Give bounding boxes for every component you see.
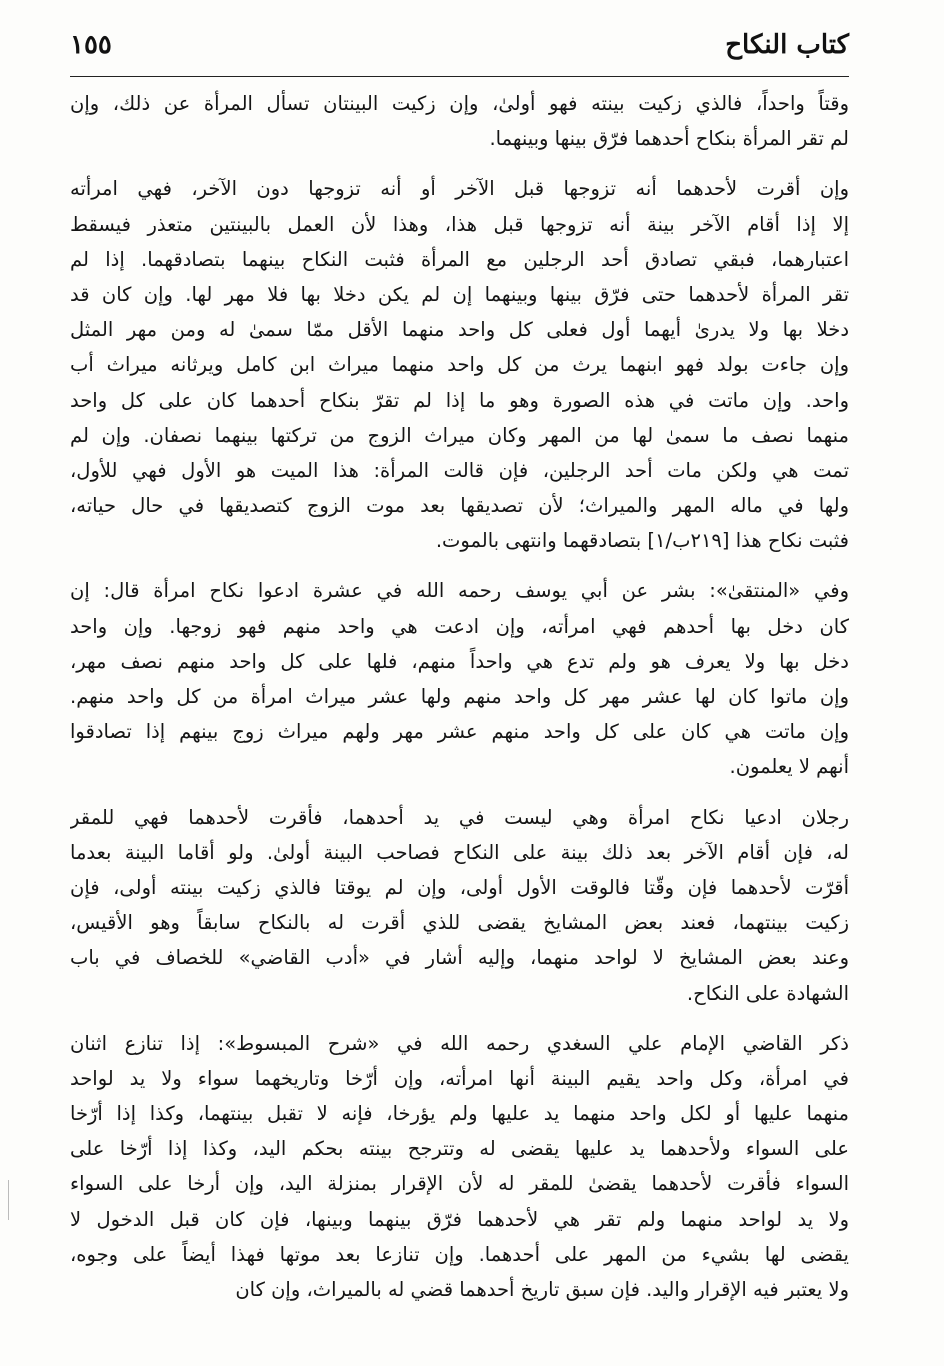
running-header	[70, 30, 849, 76]
text-line: وإن أقرت لأحدهما أنه تزوجها قبل الآخر أو أنه تزوجها دون الآخر، فهي امرأته	[70, 177, 849, 201]
text-line: دخل بها ولا يعرف هو ولم تدع هي واحداً منهم، فلها على كل واحد منهم نصف مهر،	[70, 649, 849, 673]
text-line: وفي «المنتقىٰ»: بشر عن أبي يوسف رحمه الله في عشرة ادعوا نكاح امرأة قال: إن	[70, 579, 849, 603]
text-line: منهما عليها أو لكل واحد منهما يد عليها ولم يؤرخا، فإنه لا تقبل بينتهما، وكذا إذا أرّخا	[70, 1102, 849, 1126]
header-rule	[70, 76, 849, 77]
paragraph	[70, 800, 849, 1011]
paragraph	[70, 171, 849, 558]
text-line: زكيت بينتهما، فعند بعض المشايخ يقضى للذي أقرت له بالنكاح سابقاً وهو الأقيس،	[70, 911, 849, 935]
paragraph	[70, 86, 849, 156]
text-line: أنهم لا يعلمون.	[729, 755, 849, 779]
text-line: وإن جاءت بولد فهو ابنهما يرث من كل واحد منهما ميراث ابن كامل ويرثانه ميراث أب	[70, 353, 849, 377]
text-line: وإن ماتت هي كان على كل واحد منهم عشر مهر ولهم ميراث زوج بينهم إذا تصادقوا	[70, 720, 849, 744]
text-line: أقرّت لأحدهما فإن وقّتا فالوقت الأول أولى، وإن لم يوقتا فالذي زكيت بينته أولى، فإن	[70, 875, 849, 899]
text-line: الشهادة على النكاح.	[686, 981, 849, 1005]
text-line: اعتبارهما، فبقي تصادق أحد الرجلين مع المرأة فثبت النكاح بينهما بتصادقهما. إذا لم	[70, 247, 849, 271]
text-line: كان دخل بها أحدهم فهي امرأته، وإن ادعت هي واحد منهم فهو زوجها. وإن واحد	[70, 614, 849, 638]
chapter-title: كتاب النكاح	[725, 30, 849, 60]
text-line: تقر المرأة لأحدهما حتى فرّق بينها وبينهما إن لم يكن دخلا بها فلا مهر لها. وإن كان قد	[70, 282, 849, 306]
paragraph	[70, 1026, 849, 1308]
text-line: واحد. وإن ماتت في هذه الصورة وهو ما إذا لم تقرّ بنكاح أحدهما كان على كل واحد	[70, 388, 849, 412]
text-line: يقضى لها بشيء من المهر على أحدهما. وإن تنازعا بعد موتها فهذا أيضاً على وجوه،	[70, 1242, 849, 1266]
margin-mark	[8, 1180, 9, 1220]
text-line: على السواء ولأحدهما يد عليها يقضى له وتترجح بينته بحكم اليد، وكذا إذا أرّخا على	[70, 1137, 849, 1161]
text-line: السواء فأقرت لأحدهما يقضىٰ للمقر له لأن الإقرار بمنزلة اليد، وإن أرخا على السواء	[70, 1172, 849, 1196]
body-text	[70, 86, 849, 1322]
text-line: إلا إذا أقام الآخر بينة أنه تزوجها قبل هذا، وهذا لأن العمل بالبينتين متعذر فيسقط	[70, 212, 849, 236]
text-line: ولا يد لواحد منهما ولم تقر هي لأحدهما فرّق بينهما وبينها، فإن كان قبل الدخول لا	[70, 1207, 849, 1231]
text-line: ولا يعتبر فيه الإقرار واليد. فإن سبق تاريخ أحدهما قضي له بالميراث، وإن كان	[235, 1278, 849, 1301]
text-line: وعند بعض المشايخ لا لواحد منهما، وإليه أشار في «أدب القاضي» للخصاف في باب	[70, 946, 849, 970]
text-line: وقتاً واحداً، فالذي زكيت بينته فهو أولىٰ، وإن زكيت البينتان تسأل المرأة عن ذلك، وإن	[70, 92, 849, 115]
text-line: ذكر القاضي الإمام علي السغدي رحمه الله في «شرح المبسوط»: إذا تنازع اثنان	[70, 1031, 849, 1055]
text-line: تمت هي ولكن مات أحد الرجلين، فإن قالت المرأة: هذا الميت هو الأول فهي للأول،	[70, 458, 849, 482]
text-line: فثبت نكاح هذا [٢١٩ب/١] بتصادقهما وانتهى بالموت.	[435, 529, 849, 553]
text-line: رجلان ادعيا نكاح امرأة وهي ليست في يد أحدهما، فأقرت لأحدهما فهي للمقر	[70, 805, 849, 829]
page-number: ١٥٥	[70, 30, 112, 60]
text-line: دخلا بها ولا يدرىٰ أيهما أول فعلى كل واحد منهما الأقل ممّا سمىٰ له ومن مهر المثل	[70, 318, 849, 342]
text-line: منهما نصف ما سمىٰ لها من المهر وكان ميراث الزوج من تركتها بينهما نصفان. وإن لم	[70, 423, 849, 447]
text-line: في امرأة، وكل واحد يقيم البينة أنها امرأته، وإن أرّخا وتاريخهما سواء ولا يد لواحد	[70, 1066, 849, 1090]
text-line: لم تقر المرأة بنكاح أحدهما فرّق بينها وبينهما.	[489, 127, 849, 151]
text-line: له، فإن أقام الآخر بعد ذلك بينة على النكاح فصاحب البينة أولىٰ. ولو أقاما البينة بعدما	[70, 840, 849, 864]
paragraph	[70, 573, 849, 784]
text-line: ولها في ماله المهر والميراث؛ لأن تصديقها بعد موت الزوج كتصديقها في حال حياته،	[70, 494, 849, 518]
text-line: وإن ماتوا كان لها عشر مهر كل واحد منهم ولها عشر ميراث امرأة من كل واحد منهم.	[70, 685, 849, 708]
